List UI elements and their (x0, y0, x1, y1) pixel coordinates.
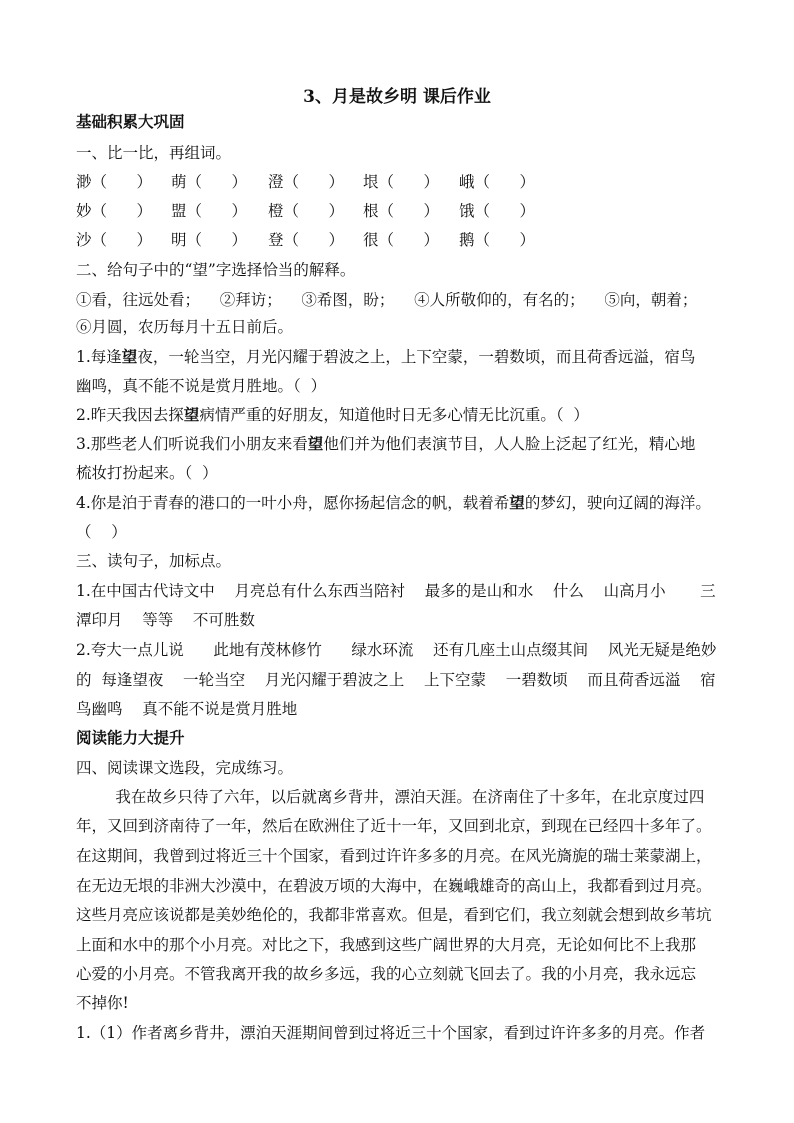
word-grid-row (76, 201, 596, 221)
word-cell[interactable]: 澄（ ） (268, 173, 345, 191)
q3-heading: 三、读句子，加标点。 (76, 552, 232, 570)
q2-item: 2.昨天我因去探望病情严重的好朋友，知道他时日无多心情无比沉重。（ ） (76, 405, 589, 424)
section-heading-basics: 基础积累大巩固 (76, 112, 185, 131)
passage-line: 在无边无垠的非洲大沙漠中，在碧波万顷的大海中，在巍峨雄奇的高山上，我都看到过月亮。 (76, 877, 712, 895)
q3-item: 2.夸大一点儿说 此地有茂林修竹 绿水环流 还有几座土山点缀其间 风光无疑是绝妙 (76, 641, 717, 659)
q3-item-continuation: 的 每逢望夜 一轮当空 月光闪耀于碧波之上 上下空蒙 一碧数顷 而且荷香远溢 宿 (76, 671, 716, 689)
word-cell[interactable]: 萌（ ） (171, 173, 248, 191)
q3-item: 1.在中国古代诗文中 月亮总有什么东西当陪衬 最多的是山和水 什么 山高月小 三 (76, 582, 716, 600)
q2-options-line: ①看，往远处看； ②拜访； ③希图，盼； ④人所敬仰的，有名的； ⑤向，朝着； (76, 291, 698, 309)
emphasized-char: 望 (121, 347, 138, 366)
q2-item-continuation: 幽鸣，真不能不说是赏月胜地。（ ） (76, 377, 327, 395)
q2-item-continuation: （ ） (76, 523, 127, 541)
passage-line: 上面和水中的那个小月亮。对比之下，我感到这些广阔世界的大月亮，无论如何比不上我那 (76, 936, 697, 954)
passage-line: 这些月亮应该说都是美妙绝伦的，我都非常喜欢。但是，看到它们，我立刻就会想到故乡苇坑 (76, 906, 712, 924)
q3-item-continuation: 潭印月 等等 不可胜数 (76, 611, 255, 629)
section-heading-reading: 阅读能力大提升 (76, 728, 185, 747)
word-grid-row (76, 172, 596, 192)
word-cell[interactable]: 饿（ ） (459, 202, 536, 220)
word-cell[interactable]: 登（ ） (268, 231, 345, 249)
q2-options-line: ⑥月圆，农历每月十五日前后。 (76, 318, 294, 336)
word-cell[interactable]: 妙（ ） (76, 202, 153, 220)
q3-item-continuation: 鸟幽鸣 真不能不说是赏月胜地 (76, 700, 298, 718)
word-cell[interactable]: 峨（ ） (459, 173, 536, 191)
emphasized-char: 望 (509, 493, 525, 512)
q1-heading: 一、比一比，再组词。 (76, 144, 232, 162)
passage-line: 年，又回到济南待了一年，然后在欧洲住了近十一年，又回到北京，到现在已经四十多年了。 (76, 817, 712, 835)
word-cell[interactable]: 渺（ ） (76, 173, 153, 191)
passage-line: 心爱的小月亮。不管我离开我的故乡多远，我的心立刻就飞回去了。我的小月亮，我永远忘 (76, 965, 697, 983)
passage-line: 我在故乡只待了六年，以后就离乡背井，漂泊天涯。在济南住了十多年，在北京度过四 (76, 788, 705, 806)
word-cell[interactable]: 鹅（ ） (459, 231, 536, 249)
word-cell[interactable]: 很（ ） (363, 231, 440, 249)
q2-item: 4.你是泊于青春的港口的一叶小舟，愿你扬起信念的帆，载着希望的梦幻，驶向辽阔的海洋。 (76, 493, 711, 512)
passage-line: 在这期间，我曾到过将近三十个国家，看到过许许多多的月亮。在风光旖旎的瑞士莱蒙湖上， (76, 847, 712, 865)
word-cell[interactable]: 根（ ） (363, 202, 440, 220)
word-grid-row (76, 230, 596, 250)
q4-heading: 四、阅读课文选段，完成练习。 (76, 759, 294, 777)
passage-line: 不掉你! (76, 994, 129, 1012)
emphasized-char: 望 (307, 434, 324, 453)
emphasized-char: 望 (183, 405, 200, 424)
q4-question-1: 1.（1）作者离乡背井，漂泊天涯期间曾到过将近三十个国家，看到过许许多多的月亮。作者 (76, 1024, 706, 1042)
word-cell[interactable]: 橙（ ） (268, 202, 345, 220)
word-cell[interactable]: 沙（ ） (76, 231, 153, 249)
q2-item: 1.每逢望夜，一轮当空，月光闪耀于碧波之上，上下空蒙，一碧数顷，而且荷香远溢，宿鸟 (76, 347, 696, 366)
word-cell[interactable]: 明（ ） (171, 231, 248, 249)
page-title: 3、月是故乡明 课后作业 (303, 87, 491, 107)
word-cell[interactable]: 盟（ ） (171, 202, 248, 220)
q2-heading: 二、给句子中的“望”字选择恰当的解释。 (76, 261, 356, 279)
q2-item-continuation: 梳妆打扮起来。（ ） (76, 464, 218, 482)
q2-item: 3.那些老人们听说我们小朋友来看望他们并为他们表演节目，人人脸上泛起了红光，精心地 (76, 434, 696, 453)
word-cell[interactable]: 垠（ ） (363, 173, 440, 191)
